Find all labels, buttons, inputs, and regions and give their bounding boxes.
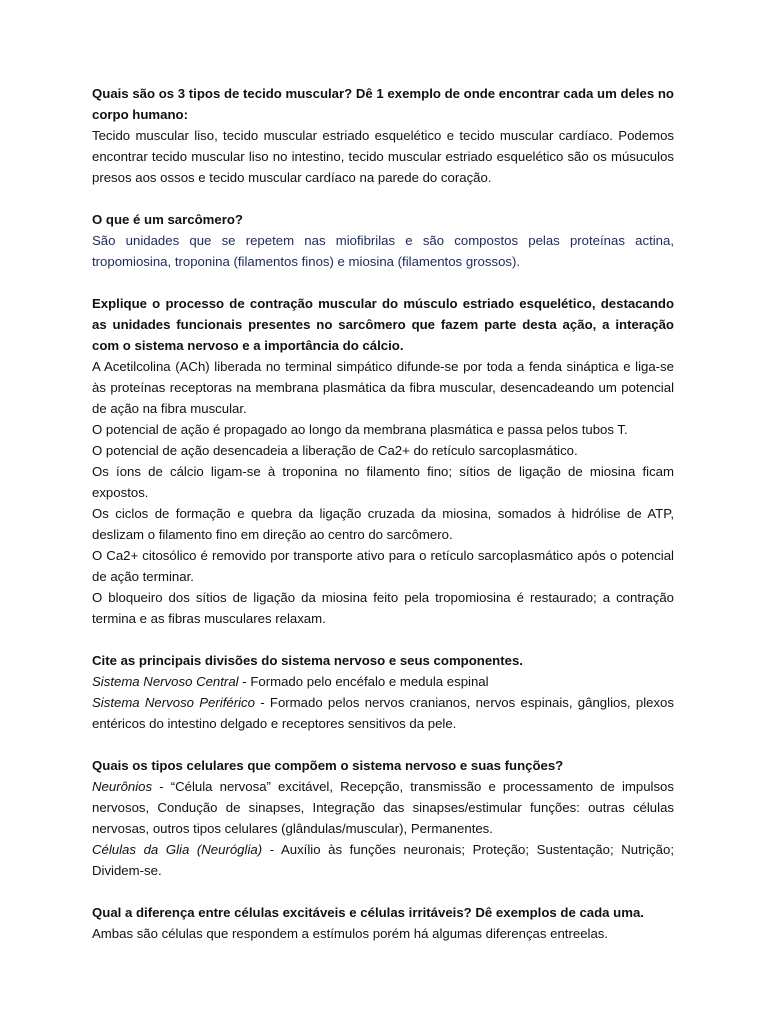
question-muscle-contraction: Explique o processo de contração muscular do músculo estriado esquelético, destacando as unidades funcionais presentes no sarcômero que fazem parte desta ação, a interação com o sistema nervoso e a importância do cálcio.	[92, 296, 674, 353]
division-text: - Formado pelo encéfalo e medula espinal	[238, 674, 489, 689]
cell-type-item	[92, 776, 674, 839]
answer-sarcomere: São unidades que se repetem nas miofibrilas e são compostos pelas proteínas actina, tropomiosina, troponina (filamentos finos) e miosina (filamentos grossos).	[92, 233, 674, 269]
question-excitable-vs-irritable: Qual a diferença entre células excitáveis e células irritáveis? Dê exemplos de cada uma.	[92, 905, 644, 920]
question-nervous-system-divisions: Cite as principais divisões do sistema nervoso e seus componentes.	[92, 653, 523, 668]
contraction-step: O potencial de ação desencadeia a liberação de Ca2+ do retículo sarcoplasmático.	[92, 443, 578, 458]
division-term: Sistema Nervoso Central	[92, 674, 239, 689]
cell-type-text: - Auxílio às funções neuronais; Proteção; Sustentação; Nutrição; Dividem-se.	[92, 842, 674, 878]
question-cell-types: Quais os tipos celulares que compõem o sistema nervoso e suas funções?	[92, 758, 564, 773]
division-term: Sistema Nervoso Periférico	[92, 695, 255, 710]
question-muscle-tissue: Quais são os 3 tipos de tecido muscular? Dê 1 exemplo de onde encontrar cada um deles no corpo humano:	[92, 86, 674, 122]
division-item	[92, 671, 674, 692]
cell-type-text: - “Célula nervosa” excitável, Recepção, transmissão e processamento de impulsos nervosos, Condução de sinapses, Integração das sinapses/estimular funções: outras células nervosas, outros tipos celulares (glândulas/muscular), Permanentes.	[92, 779, 674, 836]
cell-type-term: Neurônios	[92, 779, 153, 794]
question-sarcomere: O que é um sarcômero?	[92, 212, 243, 227]
document-content	[92, 83, 674, 944]
contraction-step: O Ca2+ citosólico é removido por transporte ativo para o retículo sarcoplasmático após o potencial de ação terminar.	[92, 548, 674, 584]
answer-excitable-vs-irritable: Ambas são células que respondem a estímulos porém há algumas diferenças entreelas.	[92, 926, 609, 941]
cell-type-term: Células da Glia (Neuróglia)	[92, 842, 263, 857]
cell-type-item	[92, 839, 674, 881]
contraction-step: Os ciclos de formação e quebra da ligação cruzada da miosina, somados à hidrólise de ATP, deslizam o filamento fino em direção ao centro do sarcômero.	[92, 506, 674, 542]
contraction-step: O potencial de ação é propagado ao longo da membrana plasmática e passa pelos tubos T.	[92, 422, 628, 437]
division-text: - Formado pelos nervos cranianos, nervos espinais, gânglios, plexos entéricos do intestino delgado e receptores sensitivos da pele.	[92, 695, 674, 731]
contraction-step: Os íons de cálcio ligam-se à troponina no filamento fino; sítios de ligação de miosina ficam expostos.	[92, 464, 674, 500]
contraction-step: O bloqueiro dos sítios de ligação da miosina feito pela tropomiosina é restaurado; a contração termina e as fibras musculares relaxam.	[92, 590, 674, 626]
contraction-step: A Acetilcolina (ACh) liberada no terminal simpático difunde-se por toda a fenda sináptica e liga-se às proteínas receptoras na membrana plasmática da fibra muscular, desencadeando um potencial de ação na fibra muscular.	[92, 359, 674, 416]
answer-muscle-tissue: Tecido muscular liso, tecido muscular estriado esquelético e tecido muscular cardíaco. Podemos encontrar tecido muscular liso no intestino, tecido muscular estriado esquelético são os músuculos presos aos ossos e tecido muscular cardíaco na parede do coração.	[92, 128, 674, 185]
division-item	[92, 692, 674, 734]
